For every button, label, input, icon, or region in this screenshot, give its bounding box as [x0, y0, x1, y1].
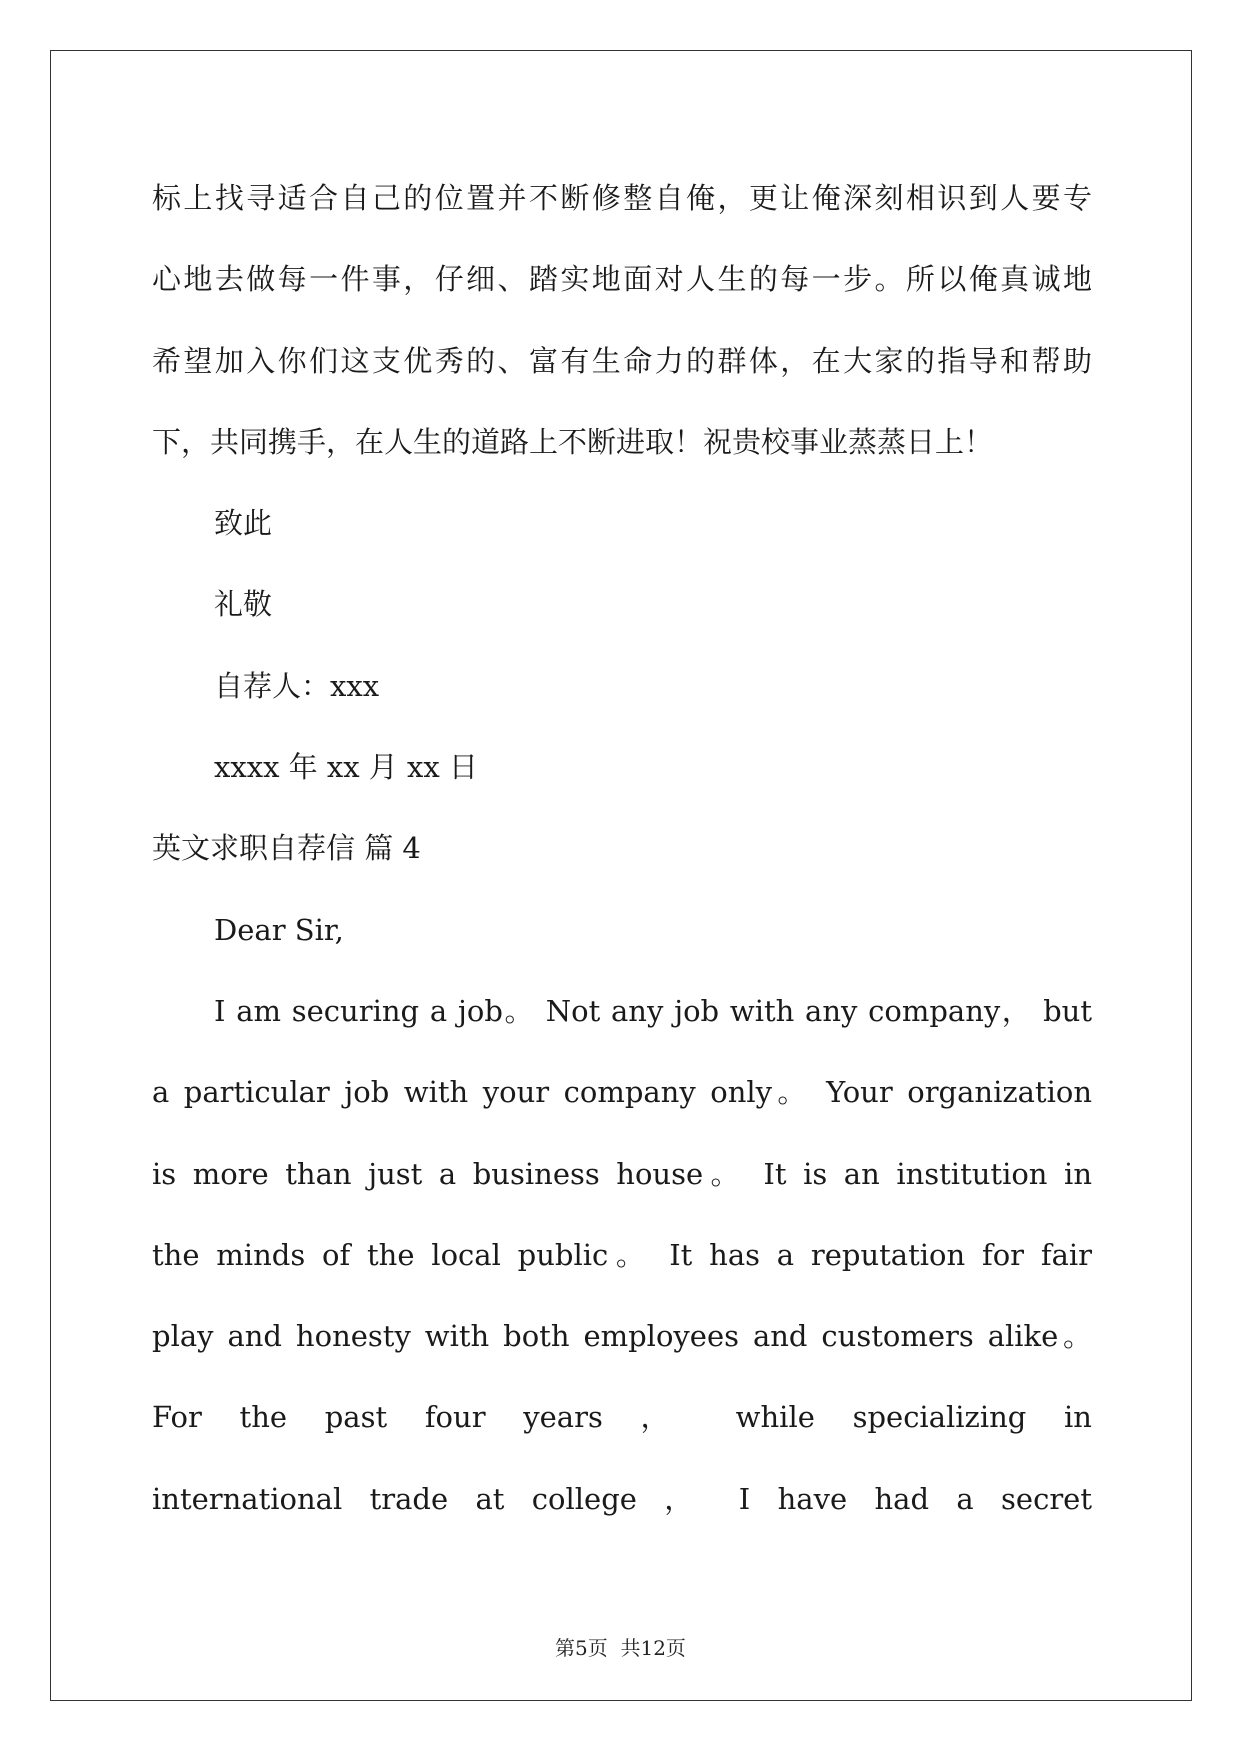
- paragraph-line: 下，共同携手，在人生的道路上不断进取！祝贵校事业蒸蒸日上！: [152, 424, 994, 459]
- paragraph-line: 标上找寻适合自己的位置并不断修整自俺，更让俺深刻相识到人要专: [152, 181, 1092, 215]
- page-number-footer: 第5页 共12页: [555, 1636, 686, 1660]
- date-line: xxxx 年 xx 月 xx 日: [214, 750, 478, 785]
- paragraph-line: I am securing a job。 Not any job with any company， but: [214, 993, 1092, 1028]
- paragraph-line: 心地去做每一件事，仔细、踏实地面对人生的每一步。所以俺真诚地: [152, 262, 1092, 297]
- letter-greeting: Dear Sir,: [214, 912, 344, 947]
- section-heading: 英文求职自荐信 篇 4: [152, 831, 421, 866]
- paragraph-line: a particular job with your company only。 Your organization: [152, 1075, 1092, 1110]
- closing-salutation: 礼敬: [214, 587, 273, 622]
- paragraph-line: play and honesty with both employees and customers alike。: [152, 1319, 1092, 1354]
- paragraph-line: is more than just a business house。 It is an institution in: [152, 1156, 1092, 1191]
- paragraph-line: international trade at college ， I have had a secret: [152, 1481, 1092, 1516]
- closing-phrase: 致此: [214, 506, 273, 541]
- signature-line: 自荐人：xxx: [214, 668, 380, 703]
- paragraph-line: For the past four years ， while specializing in: [152, 1400, 1092, 1435]
- document-body: [152, 158, 1092, 1540]
- paragraph-line: 希望加入你们这支优秀的、富有生命力的群体，在大家的指导和帮助: [152, 343, 1092, 378]
- paragraph-line: the minds of the local public。 It has a reputation for fair: [152, 1237, 1092, 1272]
